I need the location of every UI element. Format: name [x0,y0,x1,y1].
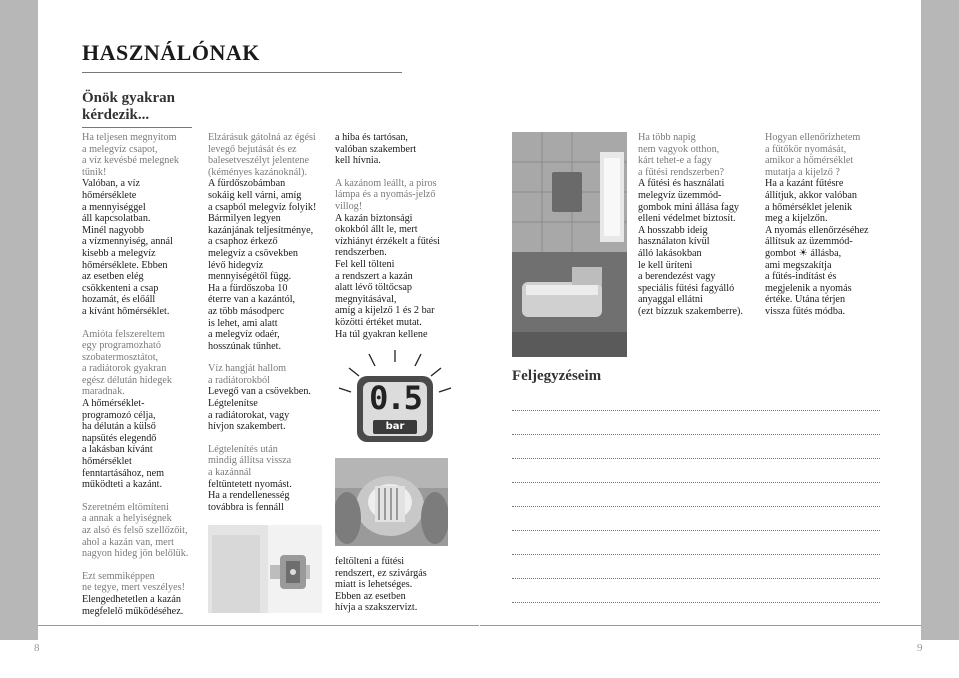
faq-column-4 [638,132,743,318]
faq-column-1 [82,132,188,617]
left-margin-bar [0,0,38,678]
notes-heading: Feljegyzéseim [512,368,602,384]
faq-column-2 [208,132,316,513]
faq-answer: A kazán biztonsági okokból állt le, mert vízhiányt érzékelt a fűtési rendszerben. Fel kell tölteni a rendszert a kazán alatt lévő töltőcsap megnyitásával, amíg a kijelző 1 és 2 bar közötti értéket mutat. Ha túl gyakran kellene [335,212,440,340]
bathroom-photo [512,132,627,357]
faq-question: Amióta felszereltem egy programozható szobatermosztátot, a radiátorok gyakran egész délután hidegek maradnak. [82,328,172,398]
faq-column-5 [765,132,869,318]
faq-question: Ha teljesen megnyitom a melegvíz csapot, a víz kevésbé melegnek tűnik! [82,132,180,178]
note-line[interactable] [512,530,880,531]
pressure-display-photo [335,348,455,448]
note-line[interactable] [512,578,880,579]
faq-answer: feltölteni a fűtési rendszert, ez szivárgás miatt is lehetséges. Ebben az esetben hívja a szakszervizt. [335,556,427,614]
faq-question: Elzárásuk gátolná az égési levegő bejutását és ez balesetveszélyt jelentene (kéményes kazánoknál). [208,132,316,178]
gauge-unit: bar [385,421,405,432]
faq-answer: A fürdőszobámban sokáig kell várni, amíg a csapból melegvíz folyik! Bármilyen legyen kazánjának teljesítménye, a csaphoz érkező melegvíz a csövekben lévő hidegvíz mennyiségétől függ. Ha a fürdőszoba 10 éterre van a kazántól, az több másodperc is lehet, ami alatt a melegvíz odaér, hosszúnak tűnhet. [208,178,317,352]
radiator-valve-photo [208,525,322,613]
faq-answer: A fűtési és használati melegvíz üzemmód- gombok mini állása fagy elleni védelmet biztosít. A hosszabb ideig használaton kívül álló lakásokban le kell üríteni a berendezést vagy speciális fűtési fagyálló anyaggal ellátni (ezt bízzuk szakemberre). [638,178,743,317]
page-number-right: 9 [917,642,923,654]
note-line[interactable] [512,602,880,603]
section-heading: Önök gyakran kérdezik... [82,90,175,123]
faq-answer: feltüntetett nyomást. Ha a rendellenesség továbbra is fennáll [208,478,292,513]
faq-question: Szeretném eltömíteni a annak a helyiségnek az alsó és felső szellőzőit, ahol a kazán van, mert nagyon hideg jön belőlük. [82,501,189,560]
note-line[interactable] [512,554,880,555]
faq-answer: Valóban, a víz hőmérséklete a mennyiséggel áll kapcsolatban. Minél nagyobb a vízmennyiség, annál kisebb a melegvíz hőmérséklete. Ebben az esetben elég csökkenteni a csap hozamát, és előáll a kívánt hőmérséklet. [82,178,173,317]
title-rule [82,72,402,73]
heading-rule [82,127,192,128]
footer-rule-left [38,625,479,626]
faq-column-3-top [335,132,440,340]
faq-answer: a hiba és tartósan, valóban szakembert kell hívnia. [335,132,417,167]
faq-question: Hogyan ellenőrizhetem a fűtőkör nyomását, amikor a hőmérséklet mutatja a kijelző ? [765,132,861,178]
faq-column-3-bottom [335,556,427,614]
faq-question: Ezt semmiképpen ne tegye, mert veszélyes! [82,570,185,594]
note-line[interactable] [512,482,880,483]
note-line[interactable] [512,434,880,435]
faq-question: A kazánom leállt, a piros lámpa és a nyomás-jelző villog! [335,177,437,212]
note-line[interactable] [512,410,880,411]
faq-answer: Ha a kazánt fűtésre állítjuk, akkor valóban a hőmérséklet jelenik meg a kijelzőn. A nyomás ellenőrzéséhez állítsuk az üzemmód- gombot ☀ állásba, ami megszakítja a fűtés-indítást és megjelenik a nyomás értéke. Utána térjen vissza fűtés módba. [765,178,869,317]
faq-question: Víz hangját hallom a radiátorokból [208,363,287,386]
gauge-value: 0.5 [369,379,421,417]
page-number-left: 8 [34,642,40,654]
faq-question: Ha több napig nem vagyok otthon, kárt tehet-e a fagy a fűtési rendszerben? [638,132,724,178]
page-title: HASZNÁLÓNAK [82,40,260,65]
knob-hand-photo [335,458,448,546]
note-line[interactable] [512,458,880,459]
right-margin-bar [921,0,959,678]
note-line[interactable] [512,506,880,507]
faq-answer: Levegő van a csövekben. Légtelenítse a radiátorokat, vagy hívjon szakembert. [208,386,311,433]
faq-answer: A hőmérséklet- programozó célja, ha délután a külső napsütés elegendő a lakásban kívánt hőmérséklet fenntartásához, nem működteti a kazánt. [82,398,165,491]
faq-question: Légtelenítés után mindig állítsa vissza a kazánnál [208,443,292,479]
faq-answer: Elengedhetetlen a kazán megfelelő működéséhez. [82,593,184,617]
footer-rule-right [480,625,921,626]
